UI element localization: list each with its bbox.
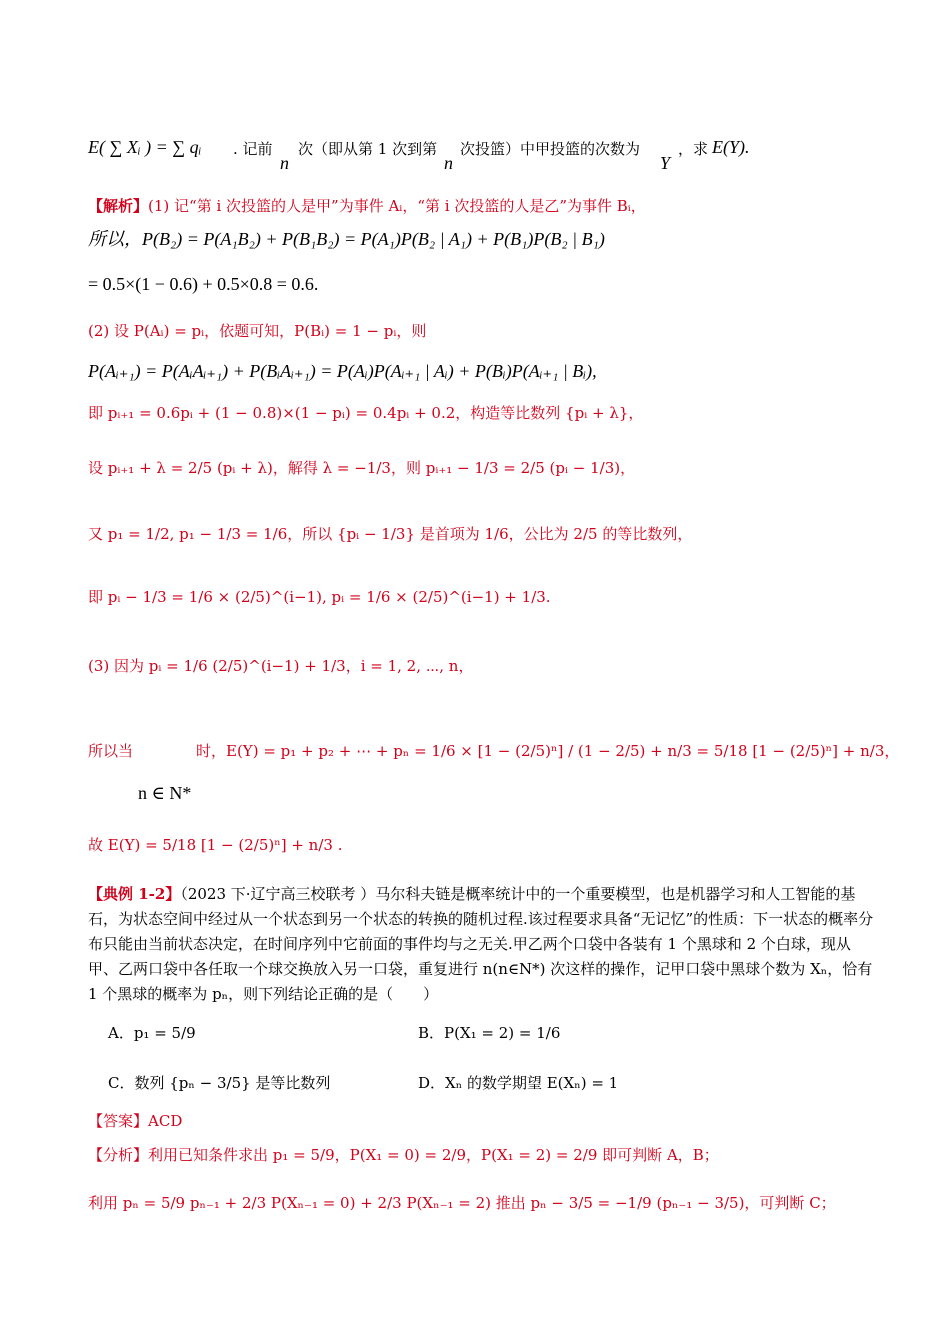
analysis-text-1: 利用已知条件求出 p₁ = 5/9，P(X₁ = 0) = 2/9，P(X₁ = 2) = 2/9 即可判断 A，B；	[148, 1146, 719, 1164]
general-term-text: 即 pᵢ − 1/3 = 1/6 × (2/5)^(i−1), pᵢ = 1/6 × (2/5)^(i−1) + 1/3.	[88, 588, 551, 606]
part3-so-text: 所以当	[88, 742, 134, 760]
solution-part1-text: (1) 记“第 i 次投篮的人是甲”为事件 Aᵢ，“第 i 次投篮的人是乙”为事件 Bᵢ，	[148, 197, 646, 215]
solution-part2-geometric	[88, 523, 692, 545]
n-domain: n ∈ N*	[138, 783, 192, 803]
solution-part2-lambda	[88, 457, 635, 479]
p-b2-result: = 0.5×(1 − 0.6) + 0.5×0.8 = 0.6.	[88, 274, 319, 294]
solution-part3-conclusion	[88, 834, 342, 856]
solution-part3-because	[88, 655, 473, 677]
p-a-next-formula: P(Aᵢ₊₁) = P(AᵢAᵢ₊₁) + P(BᵢAᵢ₊₁) = P(Aᵢ)P(Aᵢ₊₁ | Aᵢ) + P(Bᵢ)P(Aᵢ₊₁ | Bᵢ),	[88, 361, 597, 381]
option-c: C．数列 {pₙ − 3/5} 是等比数列	[108, 1074, 331, 1092]
solution-part1-result	[88, 273, 318, 296]
solution-part2-general	[88, 586, 551, 608]
problem-tail-line	[88, 130, 878, 173]
part3-conclusion-text: 故 E(Y) = 5/18 [1 − (2/5)ⁿ] + n/3 .	[88, 836, 343, 854]
example-tag: 【典例 1-2】	[88, 885, 181, 903]
solution-tag: 【解析】	[88, 197, 149, 215]
solution-part2-formula	[88, 360, 597, 383]
analysis-tag: 【分析】	[88, 1146, 149, 1164]
answer-value: ACD	[148, 1112, 183, 1130]
example-source: （2023 下·辽宁高三校联考 ）	[180, 885, 376, 903]
analysis-line-1	[88, 1144, 719, 1166]
n-variable-2: n	[444, 153, 453, 173]
text-ci-tou-lan: 次投篮）中甲投篮的次数为	[460, 140, 641, 158]
recurrence-text: 即 pᵢ₊₁ = 0.6pᵢ + (1 − 0.8)×(1 − pᵢ) = 0.4pᵢ + 0.2，构造等比数列 {pᵢ + λ}，	[88, 404, 644, 422]
text-qiu: ，求	[678, 140, 709, 158]
y-variable: Y	[660, 153, 671, 173]
part3-because-text: (3) 因为 pᵢ = 1/6 (2/5)^(i−1) + 1/3，i = 1, 2, ⋯, n，	[88, 657, 474, 675]
option-d: D．Xₙ 的数学期望 E(Xₙ) = 1	[418, 1074, 619, 1092]
n-variable: n	[280, 153, 289, 173]
text-ci: 次（即从第 1 次到第	[298, 140, 438, 158]
analysis-text-2: 利用 pₙ = 5/9 pₙ₋₁ + 2/3 P(Xₙ₋₁ = 0) + 2/3 P(Xₙ₋₁ = 2) 推出 pₙ − 3/5 = −1/9 (pₙ₋₁ − 3/5)，可判断 C；	[88, 1194, 836, 1212]
solution-part2-recurrence	[88, 402, 643, 424]
p-b2-formula: 所以，P(B₂) = P(A₁B₂) + P(B₁B₂) = P(A₁)P(B₂ | A₁) + P(B₁)P(B₂ | B₁)	[88, 229, 605, 249]
solution-part1-intro	[88, 195, 646, 217]
part3-ey-sum: 时，E(Y) = p₁ + p₂ + ⋯ + pₙ = 1/6 × [1 − (2/5)ⁿ] / (1 − 2/5) + n/3 = 5/18 [1 − (2/5)ⁿ] + n/3，	[196, 742, 900, 760]
example-1-2	[88, 882, 878, 1007]
answer-tag: 【答案】	[88, 1112, 149, 1130]
option-a: A．p₁ = 5/9	[108, 1024, 196, 1042]
answer-line	[88, 1110, 182, 1132]
ey-formula: E(Y).	[712, 137, 750, 157]
analysis-line-2	[88, 1192, 836, 1214]
example-body: 马尔科夫链是概率统计中的一个重要模型，也是机器学习和人工智能的基石，为状态空间中经过从一个状态到另一个状态的转换的随机过程.该过程要求具备“无记忆”的性质：下一状态的概率分布只能由当前状态决定，在时间序列中它前面的事件均与之无关.甲乙两个口袋中各装有 1 个黑球和 2 个白球，现从甲、乙两口袋中各任取一个球交换放入另一口袋，重复进行 n(n∈N*) 次这样的操作，记甲口袋中黑球个数为 Xₙ，恰有 1 个黑球的概率为 pₙ，则下列结论正确的是（ ）	[88, 885, 874, 1003]
part2-set-text: (2) 设 P(Aᵢ) = pᵢ，依题可知，P(Bᵢ) = 1 − pᵢ，则	[88, 322, 427, 340]
lambda-text: 设 pᵢ₊₁ + λ = 2/5 (pᵢ + λ)，解得 λ = −1/3，则 pᵢ₊₁ − 1/3 = 2/5 (pᵢ − 1/3)，	[88, 459, 636, 477]
option-b: B．P(X₁ = 2) = 1/6	[418, 1024, 561, 1042]
geometric-text: 又 p₁ = 1/2, p₁ − 1/3 = 1/6，所以 {pᵢ − 1/3} 是首项为 1/6，公比为 2/5 的等比数列，	[88, 525, 693, 543]
solution-part2-set	[88, 320, 426, 342]
expectation-formula: E( ∑ Xᵢ ) = ∑ qᵢ	[88, 137, 202, 157]
solution-part1-formula	[88, 228, 605, 251]
solution-part3-n-domain	[138, 782, 191, 805]
text-ji-qian: . 记前	[233, 140, 273, 158]
solution-part3-so	[88, 740, 900, 762]
